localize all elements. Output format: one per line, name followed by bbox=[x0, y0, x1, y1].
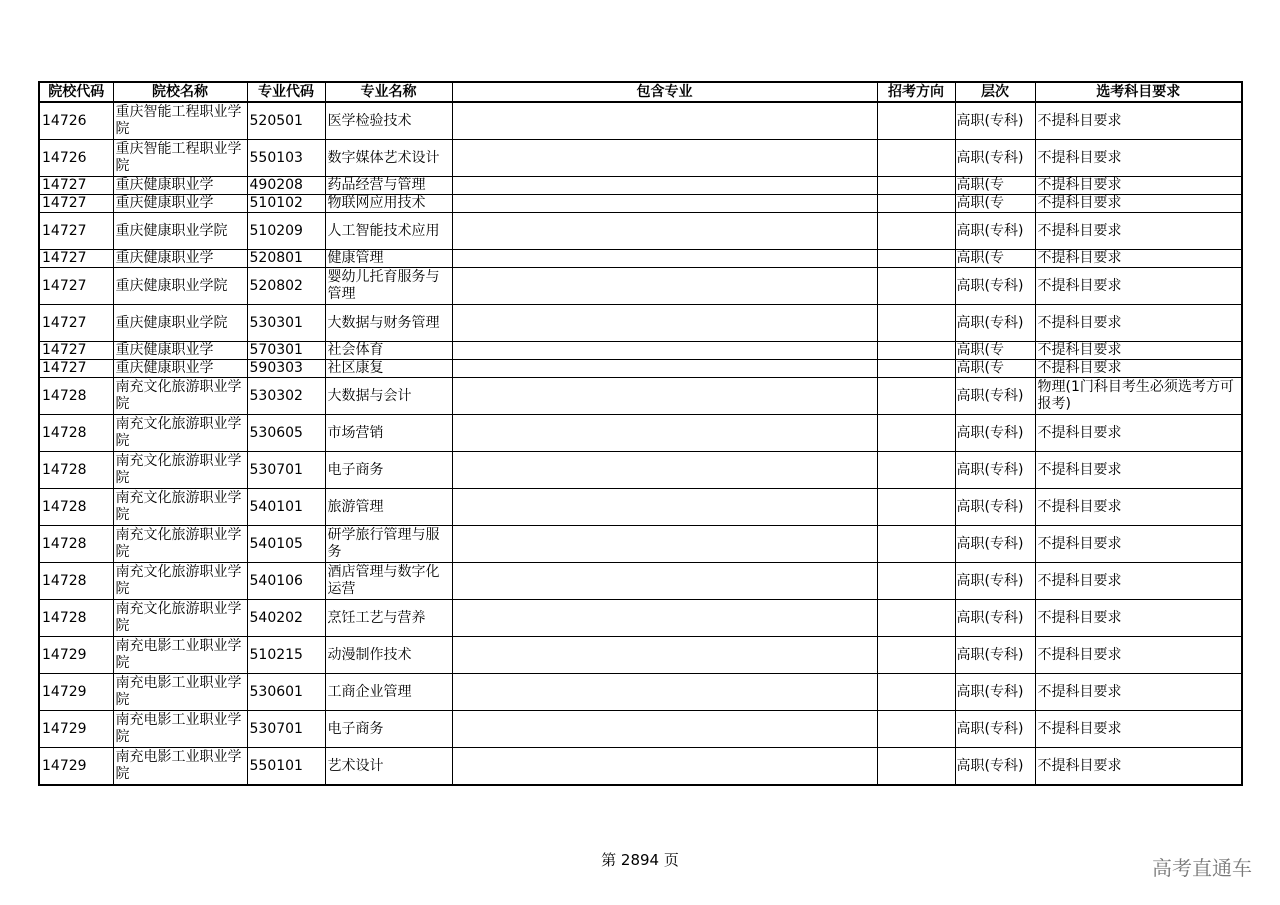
cell-level: 高职(专科) bbox=[955, 452, 1035, 489]
cell-level: 高职(专 bbox=[955, 177, 1035, 195]
cell-direction bbox=[877, 195, 955, 213]
cell-school-name: 南充文化旅游职业学院 bbox=[113, 452, 247, 489]
table-header bbox=[39, 82, 1242, 102]
header-major-name: 专业名称 bbox=[325, 82, 452, 102]
cell-major-name: 健康管理 bbox=[325, 250, 452, 268]
cell-major-name: 市场营销 bbox=[325, 415, 452, 452]
table-row bbox=[39, 637, 1242, 674]
table-row bbox=[39, 600, 1242, 637]
cell-major-name: 药品经营与管理 bbox=[325, 177, 452, 195]
cell-school-code: 14727 bbox=[39, 360, 113, 378]
cell-direction bbox=[877, 748, 955, 786]
cell-major-name: 大数据与财务管理 bbox=[325, 305, 452, 342]
cell-school-name: 重庆健康职业学院 bbox=[113, 268, 247, 305]
cell-subject-requirement: 不提科目要求 bbox=[1035, 195, 1242, 213]
cell-school-name: 南充电影工业职业学院 bbox=[113, 637, 247, 674]
cell-school-name: 南充文化旅游职业学院 bbox=[113, 600, 247, 637]
table-row bbox=[39, 563, 1242, 600]
cell-included-majors bbox=[452, 213, 877, 250]
cell-major-code: 530601 bbox=[247, 674, 325, 711]
cell-school-code: 14728 bbox=[39, 452, 113, 489]
cell-school-name: 重庆健康职业学 bbox=[113, 250, 247, 268]
table-body bbox=[39, 102, 1242, 785]
cell-direction bbox=[877, 140, 955, 177]
cell-major-name: 工商企业管理 bbox=[325, 674, 452, 711]
cell-included-majors bbox=[452, 250, 877, 268]
cell-subject-requirement: 不提科目要求 bbox=[1035, 563, 1242, 600]
cell-major-code: 510215 bbox=[247, 637, 325, 674]
cell-direction bbox=[877, 378, 955, 415]
cell-included-majors bbox=[452, 360, 877, 378]
header-major-code: 专业代码 bbox=[247, 82, 325, 102]
cell-school-code: 14727 bbox=[39, 250, 113, 268]
cell-subject-requirement: 不提科目要求 bbox=[1035, 637, 1242, 674]
cell-major-name: 大数据与会计 bbox=[325, 378, 452, 415]
cell-major-name: 电子商务 bbox=[325, 452, 452, 489]
cell-level: 高职(专科) bbox=[955, 637, 1035, 674]
cell-direction bbox=[877, 600, 955, 637]
cell-major-code: 540105 bbox=[247, 526, 325, 563]
cell-included-majors bbox=[452, 563, 877, 600]
cell-major-name: 研学旅行管理与服务 bbox=[325, 526, 452, 563]
cell-direction bbox=[877, 415, 955, 452]
cell-subject-requirement: 不提科目要求 bbox=[1035, 213, 1242, 250]
cell-major-code: 490208 bbox=[247, 177, 325, 195]
cell-level: 高职(专科) bbox=[955, 489, 1035, 526]
cell-subject-requirement: 不提科目要求 bbox=[1035, 177, 1242, 195]
page-number: 第 2894 页 bbox=[601, 851, 679, 869]
cell-subject-requirement: 不提科目要求 bbox=[1035, 748, 1242, 786]
cell-major-code: 520801 bbox=[247, 250, 325, 268]
cell-school-code: 14726 bbox=[39, 102, 113, 140]
table-row bbox=[39, 489, 1242, 526]
cell-direction bbox=[877, 342, 955, 360]
cell-direction bbox=[877, 526, 955, 563]
cell-included-majors bbox=[452, 140, 877, 177]
header-school-code: 院校代码 bbox=[39, 82, 113, 102]
table-row bbox=[39, 213, 1242, 250]
cell-school-name: 重庆健康职业学 bbox=[113, 195, 247, 213]
cell-level: 高职(专科) bbox=[955, 268, 1035, 305]
cell-direction bbox=[877, 213, 955, 250]
cell-major-code: 520802 bbox=[247, 268, 325, 305]
cell-subject-requirement: 不提科目要求 bbox=[1035, 342, 1242, 360]
watermark: 高考直通车 bbox=[1152, 856, 1252, 880]
cell-school-code: 14726 bbox=[39, 140, 113, 177]
cell-subject-requirement: 不提科目要求 bbox=[1035, 268, 1242, 305]
cell-direction bbox=[877, 489, 955, 526]
cell-level: 高职(专科) bbox=[955, 102, 1035, 140]
cell-major-code: 570301 bbox=[247, 342, 325, 360]
cell-school-code: 14729 bbox=[39, 748, 113, 786]
table-row bbox=[39, 452, 1242, 489]
cell-school-name: 南充电影工业职业学院 bbox=[113, 711, 247, 748]
cell-included-majors bbox=[452, 378, 877, 415]
cell-school-name: 南充文化旅游职业学院 bbox=[113, 415, 247, 452]
cell-major-name: 人工智能技术应用 bbox=[325, 213, 452, 250]
cell-school-name: 南充电影工业职业学院 bbox=[113, 674, 247, 711]
cell-direction bbox=[877, 452, 955, 489]
cell-included-majors bbox=[452, 195, 877, 213]
cell-school-code: 14727 bbox=[39, 268, 113, 305]
cell-direction bbox=[877, 563, 955, 600]
cell-subject-requirement: 不提科目要求 bbox=[1035, 140, 1242, 177]
table-row bbox=[39, 360, 1242, 378]
cell-level: 高职(专科) bbox=[955, 748, 1035, 786]
cell-direction bbox=[877, 674, 955, 711]
cell-major-name: 社区康复 bbox=[325, 360, 452, 378]
cell-school-name: 重庆智能工程职业学院 bbox=[113, 140, 247, 177]
cell-subject-requirement: 不提科目要求 bbox=[1035, 452, 1242, 489]
cell-school-name: 重庆健康职业学 bbox=[113, 177, 247, 195]
cell-school-name: 南充电影工业职业学院 bbox=[113, 748, 247, 786]
cell-school-name: 南充文化旅游职业学院 bbox=[113, 526, 247, 563]
cell-level: 高职(专科) bbox=[955, 711, 1035, 748]
cell-direction bbox=[877, 177, 955, 195]
cell-major-code: 550101 bbox=[247, 748, 325, 786]
cell-major-name: 物联网应用技术 bbox=[325, 195, 452, 213]
cell-subject-requirement: 不提科目要求 bbox=[1035, 674, 1242, 711]
cell-major-name: 艺术设计 bbox=[325, 748, 452, 786]
cell-major-name: 电子商务 bbox=[325, 711, 452, 748]
cell-subject-requirement: 不提科目要求 bbox=[1035, 102, 1242, 140]
cell-school-name: 南充文化旅游职业学院 bbox=[113, 563, 247, 600]
cell-level: 高职(专科) bbox=[955, 674, 1035, 711]
cell-school-name: 重庆智能工程职业学院 bbox=[113, 102, 247, 140]
cell-level: 高职(专科) bbox=[955, 213, 1035, 250]
table-row bbox=[39, 674, 1242, 711]
cell-school-code: 14729 bbox=[39, 637, 113, 674]
cell-direction bbox=[877, 102, 955, 140]
cell-major-name: 数字媒体艺术设计 bbox=[325, 140, 452, 177]
header-row bbox=[39, 82, 1242, 102]
cell-direction bbox=[877, 711, 955, 748]
cell-school-name: 南充文化旅游职业学院 bbox=[113, 378, 247, 415]
cell-level: 高职(专 bbox=[955, 342, 1035, 360]
table-row bbox=[39, 526, 1242, 563]
cell-major-code: 510102 bbox=[247, 195, 325, 213]
cell-subject-requirement: 不提科目要求 bbox=[1035, 711, 1242, 748]
cell-included-majors bbox=[452, 177, 877, 195]
cell-major-code: 540106 bbox=[247, 563, 325, 600]
cell-level: 高职(专科) bbox=[955, 600, 1035, 637]
table-row bbox=[39, 177, 1242, 195]
cell-included-majors bbox=[452, 489, 877, 526]
cell-included-majors bbox=[452, 674, 877, 711]
cell-school-name: 南充文化旅游职业学院 bbox=[113, 489, 247, 526]
cell-included-majors bbox=[452, 526, 877, 563]
cell-subject-requirement: 不提科目要求 bbox=[1035, 600, 1242, 637]
cell-school-name: 重庆健康职业学院 bbox=[113, 305, 247, 342]
cell-level: 高职(专科) bbox=[955, 526, 1035, 563]
cell-school-code: 14728 bbox=[39, 378, 113, 415]
cell-major-code: 530701 bbox=[247, 452, 325, 489]
admissions-table bbox=[38, 81, 1243, 786]
cell-major-name: 动漫制作技术 bbox=[325, 637, 452, 674]
cell-major-code: 530302 bbox=[247, 378, 325, 415]
cell-school-code: 14728 bbox=[39, 563, 113, 600]
cell-school-code: 14728 bbox=[39, 526, 113, 563]
cell-direction bbox=[877, 360, 955, 378]
header-school-name: 院校名称 bbox=[113, 82, 247, 102]
cell-major-code: 540202 bbox=[247, 600, 325, 637]
table-row bbox=[39, 195, 1242, 213]
cell-subject-requirement: 不提科目要求 bbox=[1035, 305, 1242, 342]
cell-school-code: 14727 bbox=[39, 177, 113, 195]
cell-included-majors bbox=[452, 748, 877, 786]
cell-included-majors bbox=[452, 415, 877, 452]
cell-major-code: 540101 bbox=[247, 489, 325, 526]
cell-major-name: 婴幼儿托育服务与管理 bbox=[325, 268, 452, 305]
cell-school-code: 14728 bbox=[39, 600, 113, 637]
cell-level: 高职(专科) bbox=[955, 305, 1035, 342]
cell-included-majors bbox=[452, 637, 877, 674]
cell-school-code: 14729 bbox=[39, 711, 113, 748]
cell-included-majors bbox=[452, 102, 877, 140]
cell-subject-requirement: 不提科目要求 bbox=[1035, 250, 1242, 268]
cell-school-name: 重庆健康职业学 bbox=[113, 360, 247, 378]
cell-subject-requirement: 不提科目要求 bbox=[1035, 360, 1242, 378]
cell-major-code: 590303 bbox=[247, 360, 325, 378]
cell-level: 高职(专科) bbox=[955, 140, 1035, 177]
cell-school-code: 14727 bbox=[39, 195, 113, 213]
header-subject-requirement: 选考科目要求 bbox=[1035, 82, 1242, 102]
cell-major-name: 旅游管理 bbox=[325, 489, 452, 526]
cell-school-code: 14728 bbox=[39, 415, 113, 452]
cell-major-code: 530701 bbox=[247, 711, 325, 748]
cell-major-code: 530605 bbox=[247, 415, 325, 452]
table-row bbox=[39, 305, 1242, 342]
cell-included-majors bbox=[452, 452, 877, 489]
header-level: 层次 bbox=[955, 82, 1035, 102]
cell-major-code: 510209 bbox=[247, 213, 325, 250]
cell-school-code: 14728 bbox=[39, 489, 113, 526]
cell-major-code: 520501 bbox=[247, 102, 325, 140]
cell-major-name: 医学检验技术 bbox=[325, 102, 452, 140]
header-direction: 招考方向 bbox=[877, 82, 955, 102]
table-row bbox=[39, 415, 1242, 452]
cell-direction bbox=[877, 305, 955, 342]
cell-major-name: 烹饪工艺与营养 bbox=[325, 600, 452, 637]
cell-included-majors bbox=[452, 268, 877, 305]
cell-included-majors bbox=[452, 342, 877, 360]
cell-level: 高职(专 bbox=[955, 195, 1035, 213]
table-row bbox=[39, 140, 1242, 177]
cell-level: 高职(专 bbox=[955, 360, 1035, 378]
cell-school-name: 重庆健康职业学院 bbox=[113, 213, 247, 250]
cell-included-majors bbox=[452, 711, 877, 748]
cell-subject-requirement: 物理(1门科目考生必须选考方可报考) bbox=[1035, 378, 1242, 415]
cell-level: 高职(专 bbox=[955, 250, 1035, 268]
cell-direction bbox=[877, 250, 955, 268]
cell-school-code: 14727 bbox=[39, 342, 113, 360]
table-row bbox=[39, 378, 1242, 415]
cell-subject-requirement: 不提科目要求 bbox=[1035, 415, 1242, 452]
cell-school-code: 14729 bbox=[39, 674, 113, 711]
table-row bbox=[39, 102, 1242, 140]
cell-major-name: 社会体育 bbox=[325, 342, 452, 360]
cell-major-name: 酒店管理与数字化运营 bbox=[325, 563, 452, 600]
cell-included-majors bbox=[452, 600, 877, 637]
header-included-majors: 包含专业 bbox=[452, 82, 877, 102]
cell-major-code: 550103 bbox=[247, 140, 325, 177]
cell-level: 高职(专科) bbox=[955, 563, 1035, 600]
cell-direction bbox=[877, 637, 955, 674]
cell-included-majors bbox=[452, 305, 877, 342]
cell-subject-requirement: 不提科目要求 bbox=[1035, 526, 1242, 563]
table-row bbox=[39, 711, 1242, 748]
cell-major-code: 530301 bbox=[247, 305, 325, 342]
cell-school-name: 重庆健康职业学 bbox=[113, 342, 247, 360]
cell-direction bbox=[877, 268, 955, 305]
table-row bbox=[39, 342, 1242, 360]
cell-school-code: 14727 bbox=[39, 305, 113, 342]
table-row bbox=[39, 250, 1242, 268]
cell-level: 高职(专科) bbox=[955, 378, 1035, 415]
table-row bbox=[39, 268, 1242, 305]
table-row bbox=[39, 748, 1242, 786]
cell-subject-requirement: 不提科目要求 bbox=[1035, 489, 1242, 526]
cell-school-code: 14727 bbox=[39, 213, 113, 250]
cell-level: 高职(专科) bbox=[955, 415, 1035, 452]
